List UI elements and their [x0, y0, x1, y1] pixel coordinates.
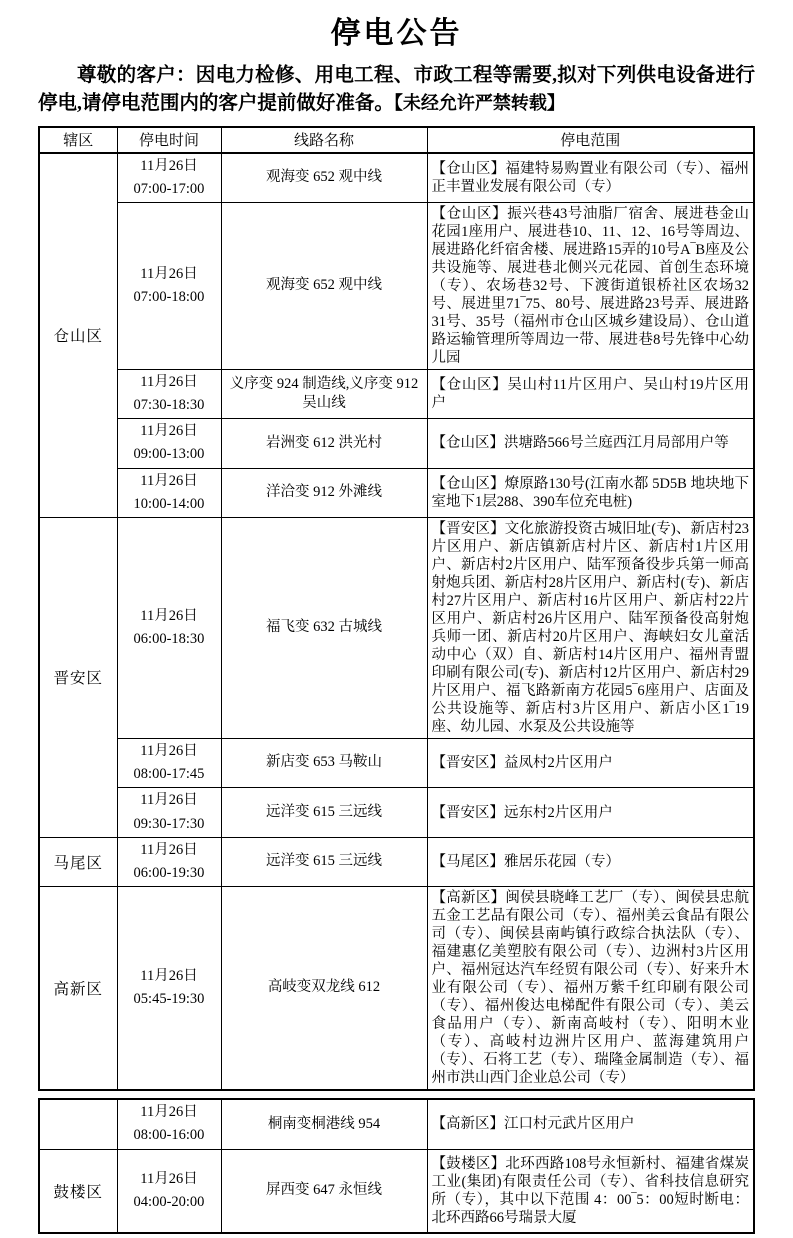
- cell-scope: 【晋安区】文化旅游投资古城旧址(专)、新店村23片区用户、新店镇新店村片区、新店村1片区用户、新店村2片区用户、陆军预备役步兵第一师高射炮兵团、新店村28片区用户、新店村(专)、新店村27片区用户、新店村16片区用户、新店村22片区用户、新店村26片区用户、陆军预备役高射炮兵师一团、新店村20片区用户、海峡妇女儿童活动中心（双）自、新店村14片区用户、福州青盟印刷有限公司(专)、新店村12片区用户、新店村29片区用户、福飞路新南方花园5‾6座用户、店面及公共设施等、新店村3片区用户、新店小区1‾19座、幼儿园、水泵及公共设施等: [427, 518, 754, 739]
- intro-text: 尊敬的客户：因电力检修、用电工程、市政工程等需要,拟对下列供电设备进行停电,请停电范围内的客户提前做好准备。: [38, 65, 755, 115]
- cell-district-jinan: 晋安区: [39, 518, 117, 838]
- outage-date: 11月26日: [140, 1170, 198, 1187]
- outage-hours: 06:00-19:30: [133, 864, 205, 881]
- cell-time: [117, 202, 221, 369]
- table-row: [39, 468, 754, 517]
- outage-date: 11月26日: [140, 265, 198, 282]
- outage-hours: 05:45-19:30: [133, 991, 205, 1008]
- cell-line: 新店变 653 马鞍山: [221, 739, 427, 788]
- outage-date: 11月26日: [140, 423, 198, 440]
- cell-line: 义序变 924 制造线,义序变 912 吴山线: [221, 369, 427, 418]
- cell-line: 福飞变 632 古城线: [221, 518, 427, 739]
- table-row: [39, 788, 754, 837]
- header-scope: 停电范围: [427, 127, 754, 153]
- cell-time: [117, 739, 221, 788]
- cell-scope: 【高新区】闽侯县晓峰工艺厂（专）、闽侯县忠航五金工艺品有限公司（专）、福州美云食品有限公司（专）、闽侯县南屿镇行政综合执法队（专）、福建惠亿美塑胶有限公司（专）、边洲村3片区用户、福州冠达汽车经贸有限公司（专）、好来升木业有限公司（专）、福州万紫千红印刷有限公司（专）、福州俊达电梯配件有限公司（专）、美云食品用户（专）、新南高岐村（专）、阳明木业（专）、高岐村边洲片区用户、蓝海建筑用户（专）、石将工艺（专）、瑞隆金属制造（专）、福州市洪山西门企业总公司（专）: [427, 887, 754, 1091]
- table-row: [39, 739, 754, 788]
- outage-hours: 10:00-14:00: [133, 495, 205, 512]
- header-time: 停电时间: [117, 127, 221, 153]
- cell-time: [117, 1149, 221, 1233]
- outage-date: 11月26日: [140, 373, 198, 390]
- cell-time: [117, 1099, 221, 1149]
- cell-line: 桐南变桐港线 954: [221, 1099, 427, 1149]
- outage-hours: 09:30-17:30: [133, 815, 205, 832]
- outage-date: 11月26日: [140, 743, 198, 760]
- no-reprint-notice: 【未经允许严禁转载】: [393, 93, 565, 115]
- outage-hours: 07:00-17:00: [133, 180, 205, 197]
- cell-time: [117, 518, 221, 739]
- cell-time: [117, 788, 221, 837]
- cell-scope: 【仓山区】洪塘路566号兰庭西江月局部用户等: [427, 419, 754, 468]
- cell-district-mawei: 马尾区: [39, 837, 117, 886]
- cell-scope: 【晋安区】益凤村2片区用户: [427, 739, 754, 788]
- table-row: [39, 419, 754, 468]
- outage-date: 11月26日: [140, 157, 198, 174]
- table-row: [39, 837, 754, 886]
- cell-time: [117, 837, 221, 886]
- cell-scope: 【鼓楼区】北环西路108号永恒新村、福建省煤炭工业(集团)有限责任公司（专）、省科技信息研究所（专），其中以下范围 4：00‾5：00短时断电：北环西路66号瑞景大厦: [427, 1149, 754, 1233]
- table-header-row: [39, 127, 754, 153]
- cell-line: 观海变 652 观中线: [221, 153, 427, 203]
- cell-time: [117, 153, 221, 203]
- table-row: [39, 153, 754, 203]
- table-row: [39, 1099, 754, 1149]
- cell-line: 岩洲变 612 洪光村: [221, 419, 427, 468]
- table-row: [39, 369, 754, 418]
- cell-line: 远洋变 615 三远线: [221, 788, 427, 837]
- cell-line: 洋洽变 912 外滩线: [221, 468, 427, 517]
- cell-line: 高岐变双龙线 612: [221, 887, 427, 1091]
- cell-district-gaoxin: 高新区: [39, 887, 117, 1091]
- header-district: 辖区: [39, 127, 117, 153]
- outage-table-secondary: [38, 1098, 755, 1234]
- table-row: [39, 1149, 754, 1233]
- cell-district-gulou: 鼓楼区: [39, 1149, 117, 1233]
- outage-hours: 07:00-18:00: [133, 288, 205, 305]
- table-row: [39, 202, 754, 369]
- table-row: [39, 518, 754, 739]
- cell-district-cangshan: 仓山区: [39, 153, 117, 518]
- outage-hours: 08:00-17:45: [133, 766, 205, 783]
- cell-scope: 【高新区】江口村元武片区用户: [427, 1099, 754, 1149]
- page-title: 停电公告: [330, 17, 463, 50]
- cell-time: [117, 468, 221, 517]
- cell-scope: 【仓山区】福建特易购置业有限公司（专）、福州正丰置业发展有限公司（专）: [427, 153, 754, 203]
- cell-scope: 【仓山区】振兴巷43号油脂厂宿舍、展进巷金山花园1座用户、展进巷10、11、12、16号等周边、展进路化纤宿舍楼、展进路15弄的10号A‾B座及公共设施等、展进巷北侧兴元花园、首创生态环境（专）、农场巷32号、下渡街道银桥社区农场32号、展进里71‾75、80号、展进路23号弄、展进路31号、35号（福州市仓山区城乡建设局）、仓山道路运输管理所等周边一带、展进巷8号先锋中心幼儿园: [427, 202, 754, 369]
- outage-date: 11月26日: [140, 967, 198, 984]
- cell-line: 屏西变 647 永恒线: [221, 1149, 427, 1233]
- cell-time: [117, 369, 221, 418]
- outage-hours: 08:00-16:00: [133, 1127, 205, 1144]
- cell-time: [117, 419, 221, 468]
- outage-date: 11月26日: [140, 472, 198, 489]
- outage-date: 11月26日: [140, 607, 198, 624]
- table-row: [39, 887, 754, 1091]
- header-line: 线路名称: [221, 127, 427, 153]
- outage-hours: 04:00-20:00: [133, 1193, 205, 1210]
- outage-hours: 06:00-18:30: [133, 631, 205, 648]
- cell-scope: 【仓山区】吴山村11片区用户、吴山村19片区用户: [427, 369, 754, 418]
- cell-scope: 【晋安区】远东村2片区用户: [427, 788, 754, 837]
- outage-hours: 09:00-13:00: [133, 446, 205, 463]
- intro-paragraph: [38, 62, 755, 119]
- cell-district-empty: [39, 1099, 117, 1149]
- outage-table-main: [38, 126, 755, 1092]
- outage-date: 11月26日: [140, 1104, 198, 1121]
- cell-scope: 【马尾区】雅居乐花园（专）: [427, 837, 754, 886]
- cell-time: [117, 887, 221, 1091]
- cell-line: 观海变 652 观中线: [221, 202, 427, 369]
- outage-date: 11月26日: [140, 792, 198, 809]
- outage-hours: 07:30-18:30: [133, 397, 205, 414]
- cell-line: 远洋变 615 三远线: [221, 837, 427, 886]
- outage-date: 11月26日: [140, 841, 198, 858]
- cell-scope: 【仓山区】燎原路130号(江南水都 5D5B 地块地下室地下1层288、390车位充电桩): [427, 468, 754, 517]
